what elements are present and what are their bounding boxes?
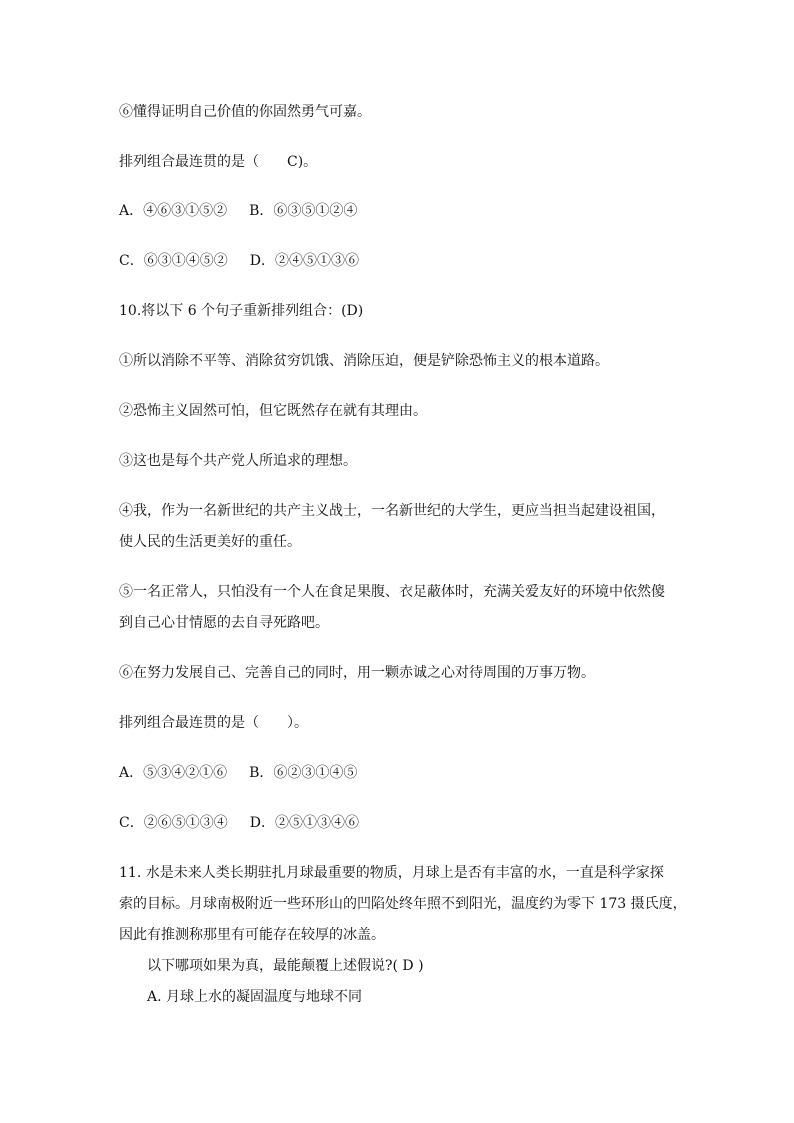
q10-options-cd: [119, 813, 359, 833]
q10-item4-line2: 使人民的生活更美好的重任。: [119, 534, 301, 550]
q10-item3: ③这也是每个共产党人所追求的理想。: [119, 453, 357, 469]
q9-options-cd: [119, 251, 359, 271]
q10-option-a: A．⑤③④②①⑥: [119, 765, 228, 781]
q10-item5-line1: ⑤一名正常人，只怕没有一个人在食足果腹、衣足蔽体时，充满关爱友好的环境中依然傻: [119, 584, 665, 600]
q10-option-b: B．⑥②③①④⑤: [249, 765, 358, 781]
q10-options-ab: [119, 763, 357, 783]
q10-prompt: 排列组合最连贯的是（ ）。: [119, 715, 308, 731]
q10-option-d: D．②⑤①③④⑥: [249, 815, 359, 831]
q9-options-ab: [119, 201, 357, 221]
q11-text-line1: 11. 水是未来人类长期驻扎月球最重要的物质，月球上是否有丰富的水，一直是科学家探: [119, 865, 664, 881]
q10-item1: ①所以消除不平等、消除贫穷饥饿、消除压迫，便是铲除恐怖主义的根本道路。: [119, 353, 609, 369]
q11-question: 以下哪项如果为真，最能颠覆上述假说?( D ): [147, 958, 424, 974]
q11-option-a: A. 月球上水的凝固温度与地球不同: [147, 989, 363, 1005]
q10-item6: ⑥在努力发展自己、完善自己的同时，用一颗赤诚之心对待周围的万事万物。: [119, 665, 595, 681]
q10-item2: ②恐怖主义固然可怕，但它既然存在就有其理由。: [119, 403, 427, 419]
q9-option-a: A．④⑥③①⑤②: [119, 203, 228, 219]
q9-option-c: C．⑥③①④⑤②: [119, 253, 228, 269]
q11-text-line2: 索的目标。月球南极附近一些环形山的凹陷处终年照不到阳光，温度约为零下 173 摄氏度，: [119, 896, 687, 912]
q9-option-b: B．⑥③⑤①②④: [249, 203, 358, 219]
line-q9-item6: ⑥懂得证明自己价值的你固然勇气可嘉。: [119, 104, 371, 120]
q10-title: 10.将以下 6 个句子重新排列组合：(D): [119, 303, 364, 319]
q9-option-d: D．②④⑤①③⑥: [249, 253, 359, 269]
q10-item5-line2: 到自己心甘情愿的去自寻死路吧。: [119, 615, 329, 631]
q11-text-line3: 因此有推测称那里有可能存在较厚的冰盖。: [119, 927, 385, 943]
q10-item4-line1: ④我，作为一名新世纪的共产主义战士，一名新世纪的大学生，更应当担当起建设祖国，: [119, 503, 665, 519]
line-q9-prompt: 排列组合最连贯的是（ C)。: [119, 154, 318, 170]
q10-option-c: C．②⑥⑤①③④: [119, 815, 228, 831]
